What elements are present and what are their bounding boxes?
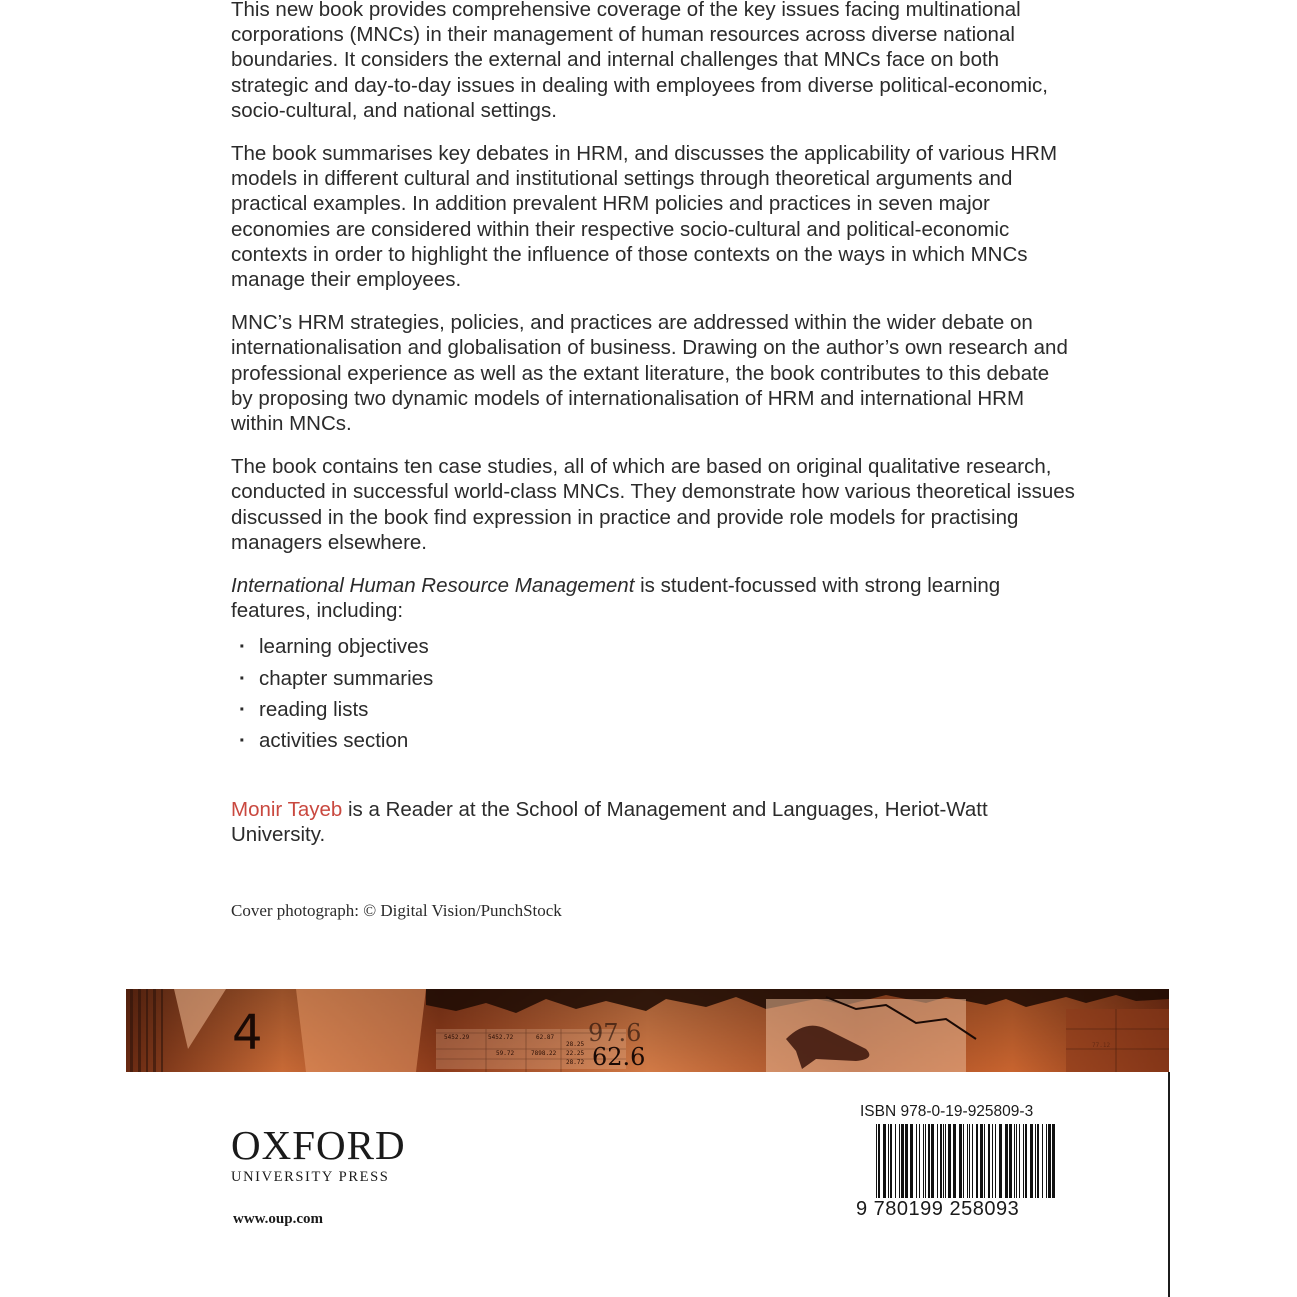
barcode-bar — [1005, 1124, 1008, 1198]
barcode-bar — [948, 1124, 951, 1198]
publisher-url: www.oup.com — [233, 1211, 324, 1227]
barcode-bar — [1014, 1124, 1015, 1198]
description-paragraph-1: This new book provides comprehensive coverage of the key issues facing multinational corporations (MNCs) in their management of human resources across diverse national boundaries. It considers the external and internal challenges that MNCs face on both strategic and day-to-day issues in dealing with employees from diverse political-economic, socio-cultural, and national settings. — [231, 0, 1048, 122]
barcode-bar — [943, 1124, 944, 1198]
barcode-bar — [1025, 1124, 1027, 1198]
publisher-logo — [231, 1124, 431, 1186]
publisher-name: OXFORD — [231, 1122, 406, 1168]
strip-table-value: 28.25 — [566, 1041, 585, 1048]
strip-figure-b: 62.6 — [592, 1043, 646, 1071]
cover-photo-collage — [126, 989, 1169, 1072]
features-intro — [231, 573, 1076, 623]
barcode-bar — [899, 1124, 900, 1198]
barcode-bar — [984, 1124, 985, 1198]
barcode-bar — [923, 1124, 924, 1198]
barcode-bar — [972, 1124, 973, 1198]
barcode-bar — [1048, 1124, 1051, 1198]
barcode-bar — [928, 1124, 930, 1198]
barcode-bar — [992, 1124, 993, 1198]
barcode-bar — [988, 1124, 990, 1198]
barcode-bar — [959, 1124, 962, 1198]
barcode-bar — [1030, 1124, 1033, 1198]
right-edge-rule — [1168, 1072, 1170, 1297]
description-paragraph-2: The book summarises key debates in HRM, and discusses the applicability of various HRM models in different cultural and institutional settings through theoretical arguments and practical examples. In addition prevalent HRM policies and practices in seven major economies are considered within their respective socio-cultural and political-economic contexts in order to highlight the influence of those contexts on the ways in which MNCs manage their employees. — [231, 142, 1058, 292]
author-bio-text: is a Reader at the School of Management and Languages, Heriot-Watt University. — [231, 798, 988, 847]
strip-table-value: 7898.22 — [531, 1050, 557, 1057]
barcode-bar — [888, 1124, 889, 1198]
strip-figure-a: 97.6 — [588, 1019, 642, 1047]
barcode-bar — [1016, 1124, 1017, 1198]
strip-table-value: 22.25 — [566, 1050, 585, 1057]
barcode-bar — [980, 1124, 983, 1198]
barcode-bar — [916, 1124, 917, 1198]
list-item: · learning objectives — [231, 631, 1076, 662]
features-intro-text: is student-focussed with strong learning features, including: — [231, 574, 1001, 623]
author-bio — [231, 797, 1076, 847]
barcode-bar — [976, 1124, 978, 1198]
barcode-bar — [925, 1124, 926, 1198]
book-title: International Human Resource Management — [231, 574, 635, 598]
barcode-bar — [967, 1124, 968, 1198]
barcode-bar — [931, 1124, 934, 1198]
barcode-bar — [1037, 1124, 1039, 1198]
barcode-bar — [876, 1124, 877, 1198]
barcode-bar — [883, 1124, 886, 1198]
barcode-bar — [995, 1124, 996, 1198]
barcode — [876, 1124, 1056, 1198]
barcode-bar — [890, 1124, 892, 1198]
barcode-digits: 9 780199 258093 — [856, 1198, 1020, 1220]
barcode-bar — [945, 1124, 946, 1198]
barcode-bar — [905, 1124, 908, 1198]
barcode-bar — [963, 1124, 964, 1198]
list-item: · chapter summaries — [231, 663, 1076, 694]
barcode-bar — [969, 1124, 970, 1198]
description-paragraph-4: The book contains ten case studies, all of which are based on original qualitative research, conducted in successful world-class MNCs. They demonstrate how various theoretical issues discussed in the book find expression in practice and provide role models for practising managers elsewhere. — [231, 455, 1075, 554]
barcode-bar — [1046, 1124, 1047, 1198]
strip-table-value: 62.87 — [536, 1034, 555, 1041]
barcode-bar — [1019, 1124, 1020, 1198]
barcode-bar — [1035, 1124, 1036, 1198]
strip-table-value: 5452.29 — [444, 1034, 470, 1041]
list-item: · activities section — [231, 725, 1076, 756]
barcode-bar — [937, 1124, 938, 1198]
barcode-bar — [1009, 1124, 1012, 1198]
barcode-bar — [910, 1124, 913, 1198]
barcode-bar — [999, 1124, 1002, 1198]
barcode-bar — [878, 1124, 880, 1198]
strip-table-value: 28.72 — [566, 1059, 585, 1066]
barcode-bar — [953, 1124, 956, 1198]
list-item: · reading lists — [231, 694, 1076, 725]
barcode-bar — [919, 1124, 920, 1198]
strip-table-value: 5452.72 — [488, 1034, 514, 1041]
book-description — [231, 0, 1076, 756]
description-paragraph-3: MNC’s HRM strategies, policies, and practices are addressed within the wider debate on internationalisation and globalisation of business. Drawing on the author’s own research and professional experience as well as the extant literature, the book contributes to this debate by proposing two dynamic models of internationalisation of HRM and international HRM within MNCs. — [231, 311, 1068, 436]
barcode-bar — [940, 1124, 942, 1198]
features-list — [231, 631, 1076, 756]
barcode-bar — [1042, 1124, 1043, 1198]
barcode-bar — [1023, 1124, 1024, 1198]
cover-credit: Cover photograph: © Digital Vision/PunchStock — [231, 901, 562, 920]
author-name: Monir Tayeb — [231, 798, 343, 821]
barcode-bar — [901, 1124, 904, 1198]
strip-number: 4 — [232, 1005, 263, 1061]
publisher-subname: UNIVERSITY PRESS — [231, 1169, 390, 1185]
cover-photo-strip — [126, 989, 1169, 1072]
isbn-label: ISBN 978-0-19-925809-3 — [860, 1103, 1034, 1120]
barcode-bar — [895, 1124, 896, 1198]
strip-table-value: 59.72 — [496, 1050, 515, 1057]
barcode-bar — [1052, 1124, 1055, 1198]
